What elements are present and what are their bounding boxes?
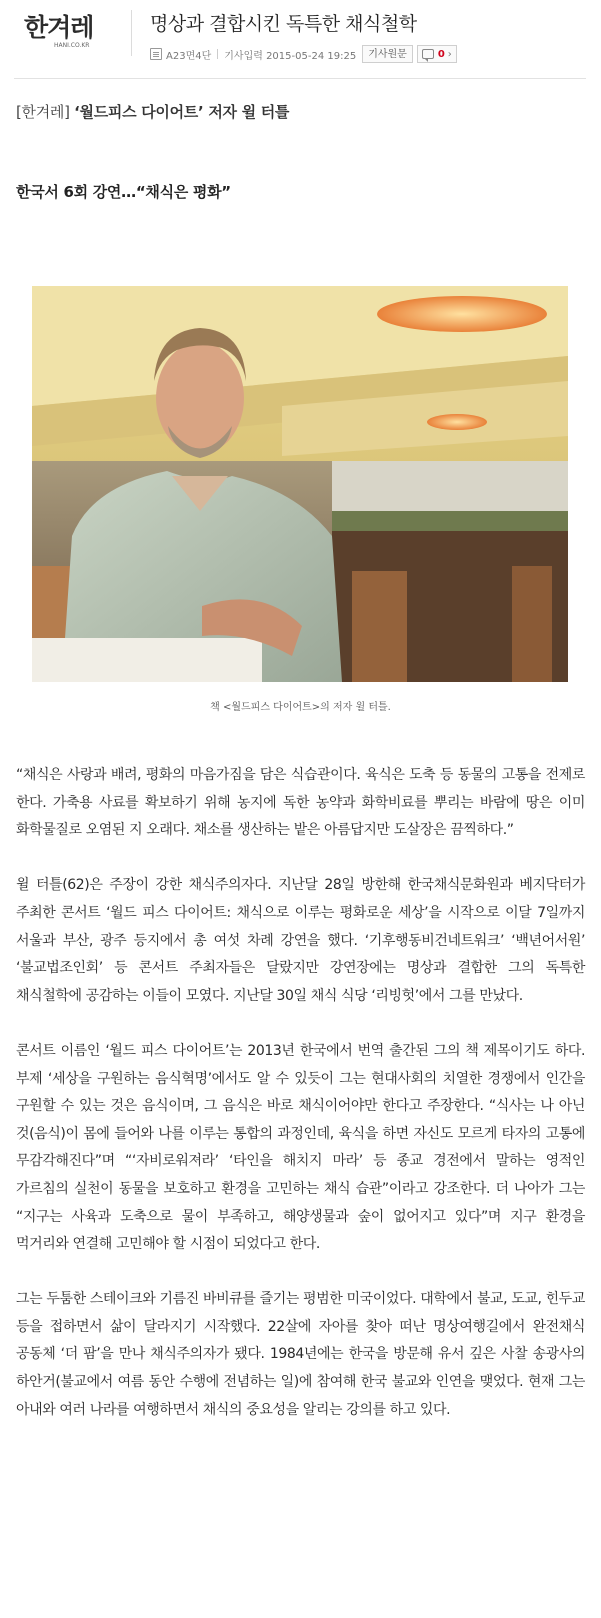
article-body (16, 762, 585, 1452)
original-article-button[interactable]: 기사원문 (362, 45, 413, 63)
hani-logo[interactable] (24, 14, 116, 54)
article-header (0, 0, 601, 62)
article-meta (150, 45, 457, 63)
header-divider (131, 10, 132, 56)
page-number: A23면4단 (166, 50, 212, 62)
body-paragraph: “채식은 사랑과 배려, 평화의 마음가짐을 담은 식습관이다. 육식은 도축 등 동물의 고통을 전제로 한다. 가축용 사료를 확보하기 위해 농지에 독한 농약과 화학비료를 뿌리는 바람에 땅은 이미 화학물질로 오염된 지 오래다. 채소를 생산하는 밭은 아름답지만 도살장은 끔찍하다.” (16, 767, 585, 839)
kicker-title: ‘월드피스 다이어트’ 저자 윌 터틀 (74, 103, 290, 121)
article-headline: 명상과 결합시킨 독특한 채식철학 (150, 13, 417, 35)
article-subhead: 한국서 6회 강연…“채식은 평화” (16, 183, 231, 201)
newspaper-page-icon (150, 48, 162, 60)
kicker-paper: [한겨레] (16, 103, 70, 121)
photo-illustration (32, 286, 568, 682)
comment-count: 0 (437, 48, 445, 60)
comment-button[interactable] (417, 45, 457, 63)
photo-caption: 책 <월드피스 다이어트>의 저자 윌 터틀. (210, 702, 391, 713)
publish-date: 기사입력 2015-05-24 19:25 (224, 50, 357, 62)
body-paragraph: 윌 터틀(62)은 주장이 강한 채식주의자다. 지난달 28일 방한해 한국채식문화원과 베지닥터가 주최한 콘서트 ‘월드 피스 다이어트: 채식으로 이루는 평화로운 세상’을 시작으로 이달 7일까지 서울과 부산, 광주 등지에서 총 여섯 차례 강연을 했다. ‘기후행동비건네트워크’ ‘백년어서원’ ‘불교법조인회’ 등 콘서트 주최자들은 달랐지만 강연장에는 명상과 결합한 그의 독특한 채식철학에 공감하는 이들이 모였다. 지난달 30일 채식 식당 ‘리빙헛’에서 그를 만났다. (16, 877, 585, 1004)
chevron-right-icon: › (447, 48, 452, 60)
meta-separator (217, 49, 218, 59)
article-photo[interactable] (32, 286, 568, 682)
body-paragraph: 그는 두툼한 스테이크와 기름진 바비큐를 즐기는 평범한 미국이었다. 대학에서 불교, 도교, 힌두교 등을 접하면서 삶이 달라지기 시작했다. 22살에 자아를 찾아 떠난 명상여행길에서 완전채식 공동체 ‘더 팜’을 만나 채식주의자가 됐다. 1984년에는 한국을 방문해 유서 깊은 사찰 송광사의 하안거(불교에서 여름 동안 수행에 전념하는 일)에 참여해 한국 불교와 인연을 맺었다. 현재 그는 아내와 여러 나라를 여행하면서 채식의 중요성을 알리는 강의를 하고 있다. (16, 1291, 585, 1418)
comment-bubble-icon (422, 49, 434, 59)
article-kicker (16, 101, 289, 122)
logo-text: 한겨레 (24, 13, 94, 42)
logo-subtext: HANI.CO.KR (54, 42, 90, 49)
header-rule (14, 78, 586, 79)
body-paragraph: 콘서트 이름인 ‘월드 피스 다이어트’는 2013년 한국에서 번역 출간된 그의 책 제목이기도 하다. 부제 ‘세상을 구원하는 음식혁명’에서도 알 수 있듯이 그는 현대사회의 치열한 경쟁에서 인간을 구원할 수 있는 것은 음식이며, 그 음식은 바로 채식이어야만 한다고 주장한다. “식사는 나 아닌 것(음식)이 몸에 들어와 나를 이루는 통합의 과정인데, 육식을 하면 자신도 모르게 타자의 고통에 무감각해진다”며 “‘자비로워져라’ ‘타인을 해치지 마라’ 등 종교 경전에서 말하는 영적인 가르침의 실천이 동물을 보호하고 환경을 고민하는 채식 습관”이라고 강조한다. 더 나아가 그는 “지구는 사육과 도축으로 물이 부족하고, 해양생물과 숲이 없어지고 있다”며 지구 환경을 먹거리와 연결해 고민해야 할 시점이 되었다고 한다. (16, 1042, 585, 1253)
